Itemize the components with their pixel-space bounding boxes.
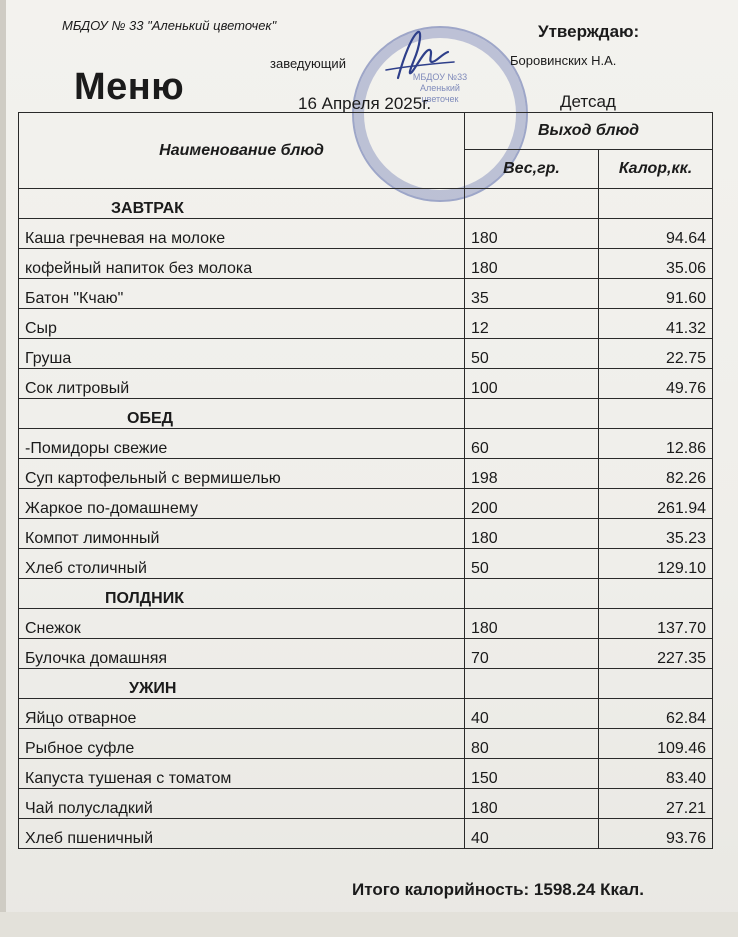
dish-weight: 35 (465, 279, 599, 309)
dish-name: Компот лимонный (19, 519, 465, 549)
section-title: ЗАВТРАК (19, 189, 465, 219)
dish-name: Снежок (19, 609, 465, 639)
dish-calories: 94.64 (599, 219, 713, 249)
table-row (19, 369, 713, 399)
column-header-weight: Вес,гр. (465, 150, 599, 189)
table-row (19, 309, 713, 339)
dish-calories: 27.21 (599, 789, 713, 819)
dish-weight: 198 (465, 459, 599, 489)
dish-name: Жаркое по-домашнему (19, 489, 465, 519)
dish-name: Капуста тушеная с томатом (19, 759, 465, 789)
dish-calories: 93.76 (599, 819, 713, 849)
table-row (19, 249, 713, 279)
table-row (19, 489, 713, 519)
dish-name: Яйцо отварное (19, 699, 465, 729)
section-row (19, 189, 713, 219)
organization-name: МБДОУ № 33 "Аленький цветочек" (62, 18, 277, 33)
menu-table (18, 112, 713, 849)
section-title: ОБЕД (19, 399, 465, 429)
dish-weight: 40 (465, 699, 599, 729)
table-header-row (19, 113, 713, 150)
dish-calories: 41.32 (599, 309, 713, 339)
section-row (19, 399, 713, 429)
dish-calories: 261.94 (599, 489, 713, 519)
section-empty-cell (465, 189, 599, 219)
dish-weight: 12 (465, 309, 599, 339)
table-row (19, 729, 713, 759)
column-header-name: Наименование блюд (19, 113, 465, 189)
dish-name: Каша гречневая на молоке (19, 219, 465, 249)
dish-calories: 129.10 (599, 549, 713, 579)
page-title: Меню (74, 66, 185, 108)
dish-calories: 12.86 (599, 429, 713, 459)
menu-date: 16 Апреля 2025г. (298, 94, 432, 113)
section-empty-cell (599, 189, 713, 219)
dish-name: Сок литровый (19, 369, 465, 399)
dish-weight: 70 (465, 639, 599, 669)
head-title: заведующий (270, 56, 346, 71)
dish-calories: 109.46 (599, 729, 713, 759)
section-empty-cell (465, 399, 599, 429)
dish-weight: 60 (465, 429, 599, 459)
menu-place: Детсад (560, 92, 616, 111)
dish-calories: 22.75 (599, 339, 713, 369)
dish-calories: 82.26 (599, 459, 713, 489)
dish-calories: 137.70 (599, 609, 713, 639)
dish-calories: 62.84 (599, 699, 713, 729)
dish-calories: 91.60 (599, 279, 713, 309)
table-row (19, 759, 713, 789)
dish-name: Суп картофельный с вермишелью (19, 459, 465, 489)
table-row (19, 339, 713, 369)
table-row (19, 789, 713, 819)
dish-weight: 50 (465, 339, 599, 369)
dish-weight: 80 (465, 729, 599, 759)
table-row (19, 819, 713, 849)
dish-weight: 180 (465, 789, 599, 819)
dish-calories: 35.23 (599, 519, 713, 549)
table-row (19, 549, 713, 579)
section-title: ПОЛДНИК (19, 579, 465, 609)
dish-name: Груша (19, 339, 465, 369)
dish-calories: 83.40 (599, 759, 713, 789)
dish-calories: 227.35 (599, 639, 713, 669)
dish-calories: 49.76 (599, 369, 713, 399)
background-surface (0, 912, 738, 937)
signature-icon (378, 26, 458, 86)
section-row (19, 579, 713, 609)
table-row (19, 429, 713, 459)
dish-weight: 50 (465, 549, 599, 579)
dish-weight: 150 (465, 759, 599, 789)
dish-weight: 40 (465, 819, 599, 849)
approval-label: Утверждаю: (538, 22, 640, 41)
dish-name: Чай полусладкий (19, 789, 465, 819)
dish-weight: 180 (465, 249, 599, 279)
stamp-text: МБДОУ №33 Аленький цветочек (412, 72, 468, 104)
dish-name: кофейный напиток без молока (19, 249, 465, 279)
section-empty-cell (465, 579, 599, 609)
dish-name: Батон "Кчаю" (19, 279, 465, 309)
dish-weight: 180 (465, 519, 599, 549)
dish-weight: 180 (465, 219, 599, 249)
dish-name: Сыр (19, 309, 465, 339)
table-row (19, 459, 713, 489)
dish-name: Булочка домашняя (19, 639, 465, 669)
table-row (19, 609, 713, 639)
dish-weight: 200 (465, 489, 599, 519)
total-calories: Итого калорийность: 1598.24 Ккал. (352, 880, 644, 899)
section-empty-cell (599, 399, 713, 429)
dish-weight: 100 (465, 369, 599, 399)
dish-weight: 180 (465, 609, 599, 639)
section-empty-cell (465, 669, 599, 699)
table-row (19, 279, 713, 309)
section-title: УЖИН (19, 669, 465, 699)
table-row (19, 699, 713, 729)
section-empty-cell (599, 669, 713, 699)
column-header-calories: Калор,кк. (599, 150, 713, 189)
dish-calories: 35.06 (599, 249, 713, 279)
table-row (19, 219, 713, 249)
section-empty-cell (599, 579, 713, 609)
table-row (19, 639, 713, 669)
section-row (19, 669, 713, 699)
head-name: Боровинских Н.А. (510, 53, 617, 68)
dish-name: Рыбное суфле (19, 729, 465, 759)
dish-name: -Помидоры свежие (19, 429, 465, 459)
dish-name: Хлеб столичный (19, 549, 465, 579)
dish-name: Хлеб пшеничный (19, 819, 465, 849)
table-row (19, 519, 713, 549)
column-header-output: Выход блюд (465, 113, 713, 150)
